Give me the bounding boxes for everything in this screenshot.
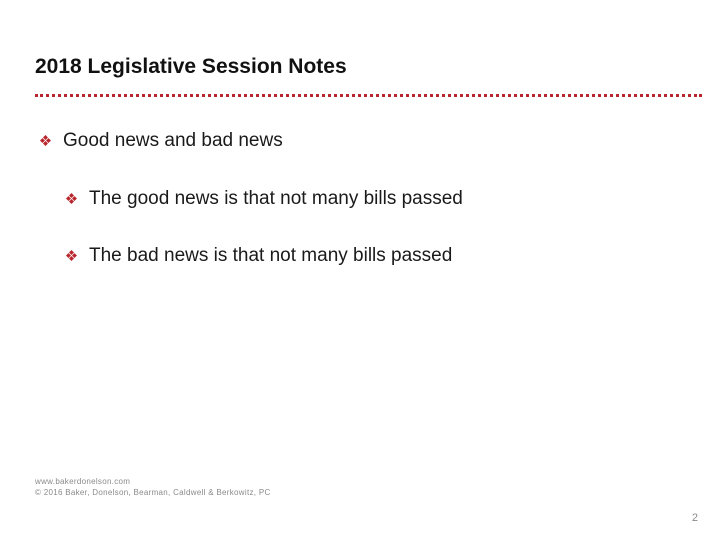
title-divider	[35, 94, 702, 97]
page-number: 2	[691, 512, 698, 524]
diamond-bullet-icon: ❖	[38, 132, 53, 150]
sub-bullet-item	[63, 245, 452, 267]
footer-copyright: © 2016 Baker, Donelson, Bearman, Caldwell & Berkowitz, PC	[35, 488, 271, 497]
sub-bullet-text: The bad news is that not many bills passed	[89, 245, 453, 266]
sub-bullet-item	[63, 188, 463, 210]
footer	[35, 476, 271, 498]
slide-title: 2018 Legislative Session Notes	[35, 55, 347, 78]
footer-website: www.bakerdonelson.com	[35, 477, 131, 486]
sub-bullet-text: The good news is that not many bills passed	[89, 188, 463, 209]
bullet-item	[37, 130, 283, 152]
diamond-bullet-icon: ❖	[64, 190, 79, 208]
diamond-bullet-icon: ❖	[64, 247, 79, 265]
bullet-text: Good news and bad news	[63, 130, 283, 151]
